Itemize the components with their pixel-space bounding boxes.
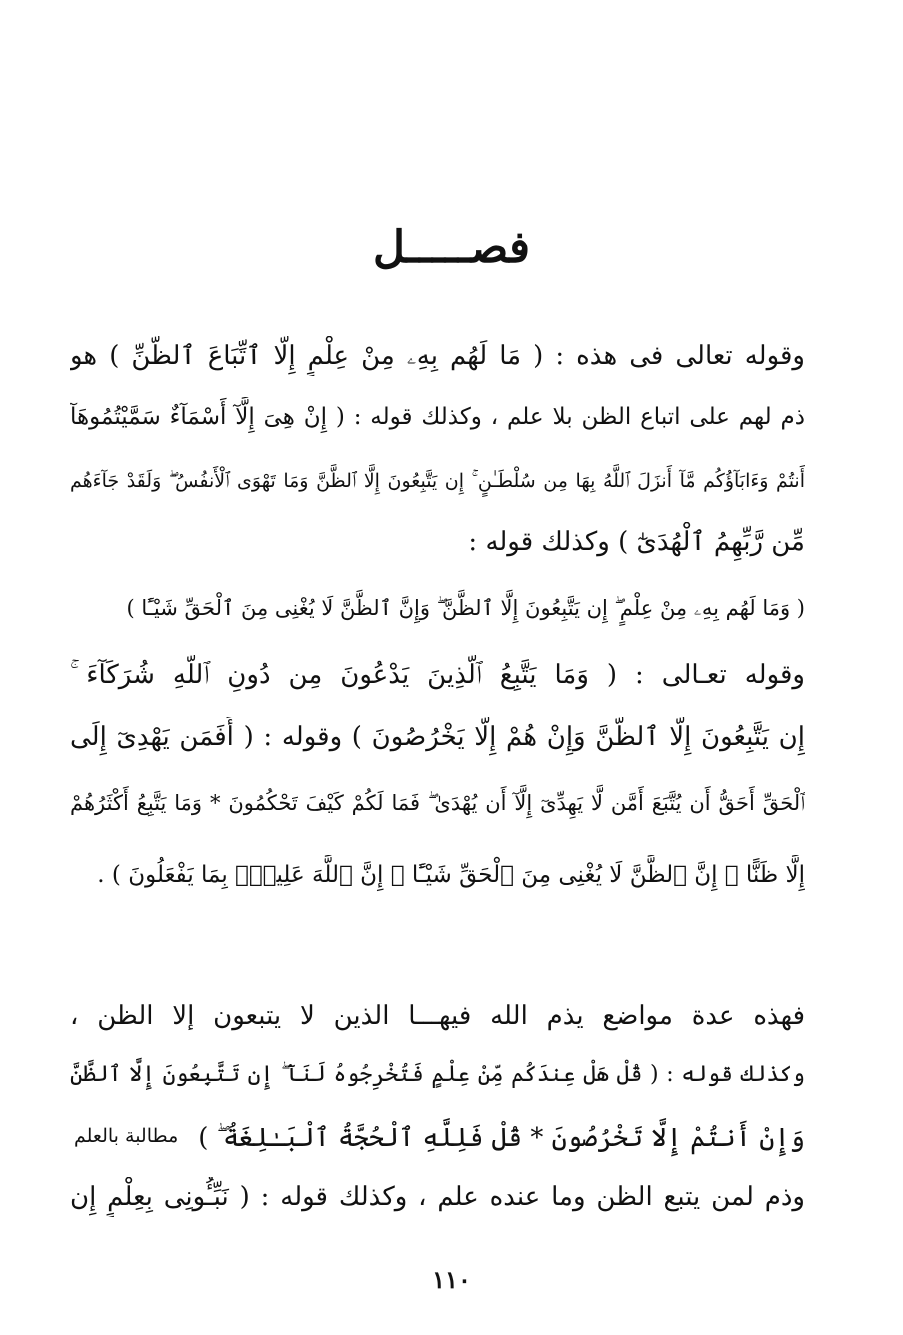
page-number: ١١٠ — [432, 1265, 471, 1294]
text-line: ٱلْحَقِّ أَحَقُّ أَن يُتَّبَعَ أَمَّن لَّا يَهِدِّىٓ إِلَّآ أَن يُهْدَىٰ ۖ فَمَا لَكُمْ كَيْفَ تَحْكُمُونَ * وَمَا يَتَّبِعُ أَكْثَرُهُمْ — [70, 791, 805, 815]
text-line: وقوله تعـالى : ( وَمَا يَتَّبِعُ ٱلَّذِينَ يَدْعُونَ مِن دُونِ ٱللَّهِ شُرَكَآءَ ۚ — [70, 660, 805, 690]
section-heading: فصـــــل — [373, 222, 530, 273]
text-line: وقوله تعالى فى هذه : ( مَا لَهُم بِهِۦ مِنْ عِلْمٍ إِلَّا ٱتِّبَاعَ ٱلظَّنِّ ) هو — [70, 341, 805, 371]
text-line: وكذلك قوله : ( قُلْ هَلْ عِندَكُم مِّنْ عِلْمٍ فَتُخْرِجُوهُ لَنَآ ۖ إِن تَتَّبِعُونَ إِلَّا ٱلظَّنَّ — [70, 1062, 805, 1087]
text-line: ذم لهم على اتباع الظن بلا علم ، وكذلك قوله : ( إِنْ هِىَ إِلَّآ أَسْمَآءٌ سَمَّيْتُمُوهَآ — [70, 404, 805, 430]
text-line: وذم لمن يتبع الظن وما عنده علم ، وكذلك قوله : ( نَبِّـُٔونِى بِعِلْمٍ إِن — [70, 1182, 805, 1212]
margin-note: مطالبة بالعلم — [74, 1125, 179, 1147]
text-line: وَإِنْ أَنتُمْ إِلَّا تَخْرُصُونَ * قُلْ فَلِلَّهِ ٱلْحُجَّةُ ٱلْبَـٰلِغَةُ ۖ ) — [198, 1123, 805, 1153]
text-line: أَنتُمْ وَءَابَآؤُكُم مَّآ أَنزَلَ ٱللَّهُ بِهَا مِن سُلْطَـٰنٍ ۚ إِن يَتَّبِعُونَ إِلَّا ٱلظَّنَّ وَمَا تَهْوَى ٱلْأَنفُسُ ۖ وَلَقَدْ جَآءَهُم — [70, 470, 805, 492]
text-line: إِلَّا ظَنًّا ۚ إِنَّ ٱلظَّنَّ لَا يُغْنِى مِنَ ٱلْحَقِّ شَيْـًٔا ۚ إِنَّ ٱللَّهَ عَلِيمٌۢ بِمَا يَفْعَلُونَ ) . — [97, 862, 805, 888]
quran-verse-line: ( وَمَا لَهُم بِهِۦ مِنْ عِلْمٍ ۖ إِن يَتَّبِعُونَ إِلَّا ٱلظَّنَّ ۖ وَإِنَّ ٱلظَّنَّ لَا يُغْنِى مِنَ ٱلْحَقِّ شَيْـًٔا ) — [126, 596, 805, 620]
text-line: مِّن رَّبِّهِمُ ٱلْهُدَىٰٓ ) وكذلك قوله : — [468, 527, 805, 557]
text-line: إِن يَتَّبِعُونَ إِلَّا ٱلظَّنَّ وَإِنْ هُمْ إِلَّا يَخْرُصُونَ ) وقوله : ( أَفَمَن يَهْدِىٓ إِلَى — [70, 722, 805, 752]
text-line: فهذه عدة مواضع يذم الله فيهـــا الذين لا يتبعون إلا الظن ، — [70, 1001, 805, 1031]
